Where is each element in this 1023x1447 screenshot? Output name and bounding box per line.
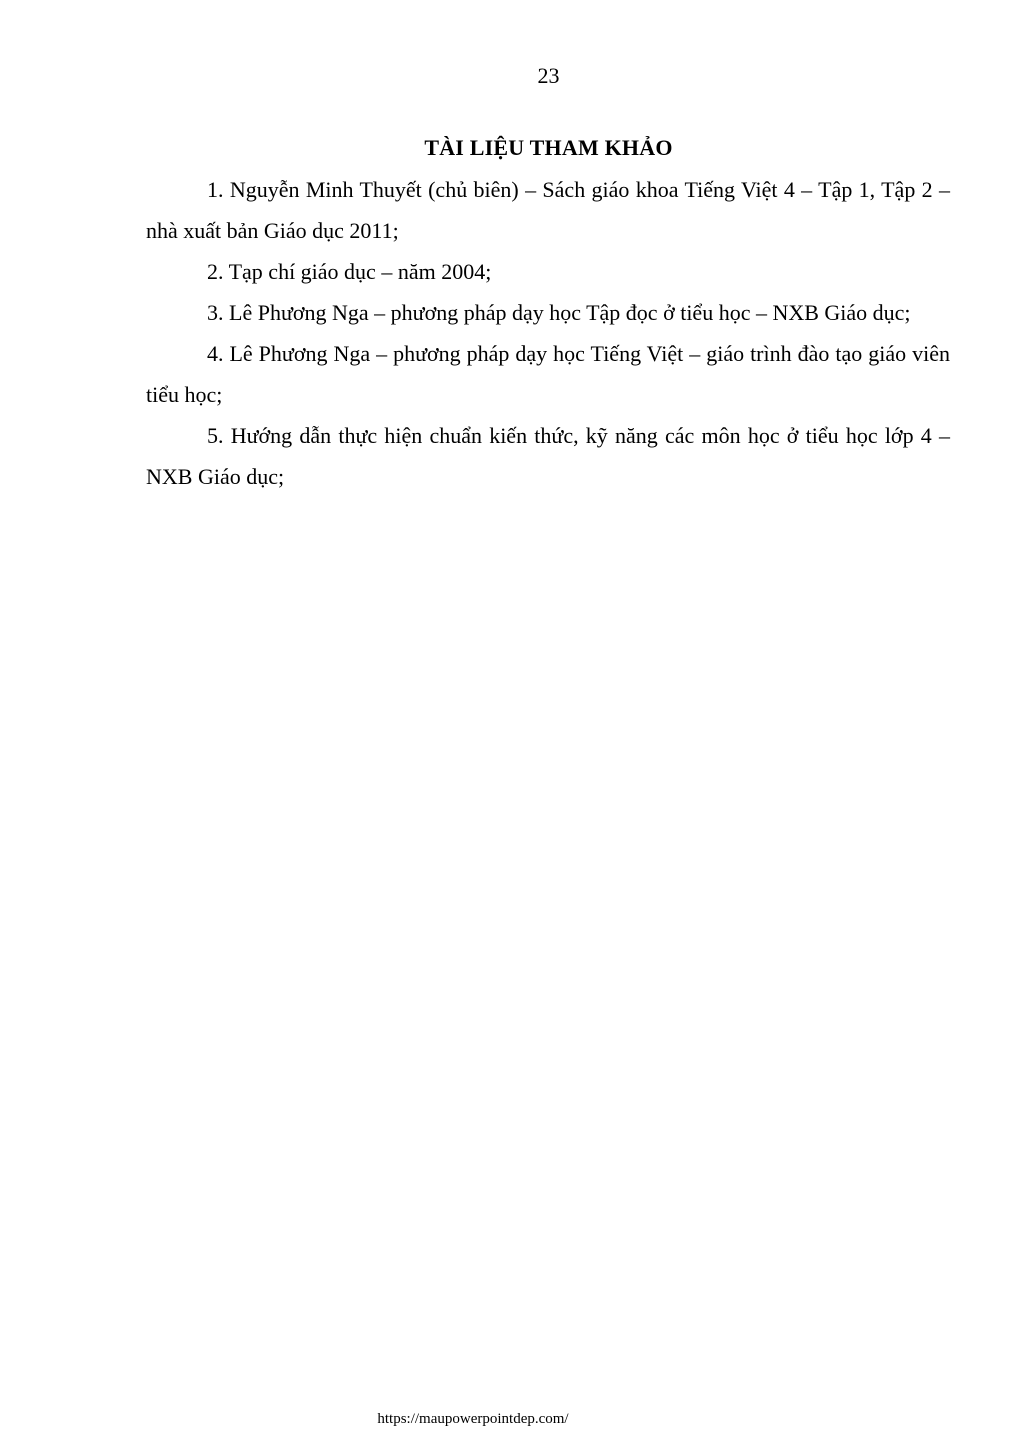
- page-number: 23: [537, 63, 560, 88]
- reference-item: 2. Tạp chí giáo dục – năm 2004;: [207, 259, 492, 284]
- reference-item: 1. Nguyễn Minh Thuyết (chủ biên) – Sách giáo khoa Tiếng Việt 4 – Tập 1, Tập 2 – nhà xuất bản Giáo dục 2011;: [146, 177, 950, 243]
- footer-url[interactable]: https://maupowerpointdep.com/: [377, 1411, 569, 1427]
- reference-item: 4. Lê Phương Nga – phương pháp dạy học Tiếng Việt – giáo trình đào tạo giáo viên tiểu học;: [146, 341, 950, 407]
- page-title: TÀI LIỆU THAM KHẢO: [424, 135, 673, 160]
- reference-item: 5. Hướng dẫn thực hiện chuẩn kiến thức, kỹ năng các môn học ở tiểu học lớp 4 – NXB Giáo dục;: [146, 423, 950, 489]
- reference-list: [146, 169, 950, 497]
- reference-item: 3. Lê Phương Nga – phương pháp dạy học Tập đọc ở tiểu học – NXB Giáo dục;: [207, 300, 911, 325]
